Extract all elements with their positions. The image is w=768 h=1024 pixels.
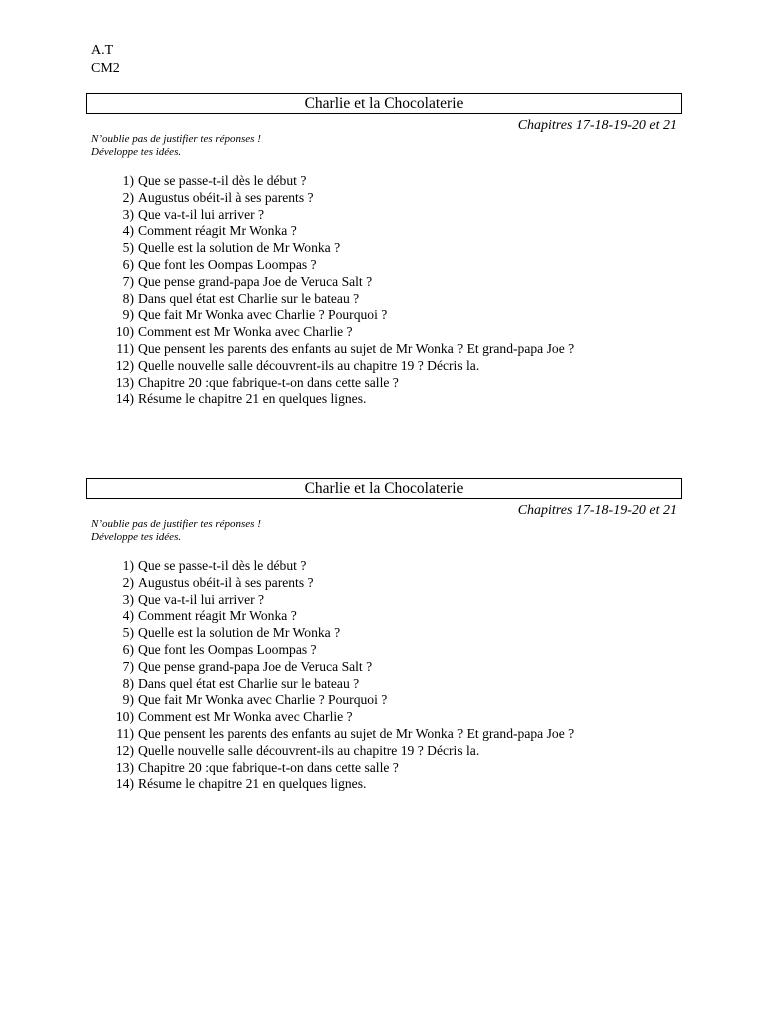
question-item [86, 592, 682, 609]
question-number: 7) [122, 658, 134, 674]
question-item [86, 642, 682, 659]
question-text: Comment réagit Mr Wonka ? [138, 223, 297, 239]
question-number: 14) [115, 391, 134, 407]
question-number: 14) [115, 776, 134, 792]
question-number: 12) [115, 357, 134, 373]
question-item [86, 692, 682, 709]
question-item [86, 173, 682, 190]
worksheet-title: Charlie et la Chocolaterie [86, 93, 682, 114]
question-text: Quelle est la solution de Mr Wonka ? [138, 625, 341, 641]
question-number: 3) [122, 206, 134, 222]
question-number: 5) [122, 240, 134, 256]
question-text: Comment réagit Mr Wonka ? [138, 608, 297, 624]
question-number: 5) [122, 625, 134, 641]
question-text: Que font les Oompas Loompas ? [138, 256, 317, 272]
question-item [86, 341, 682, 358]
question-number: 8) [122, 675, 134, 691]
question-list [86, 558, 682, 793]
question-number: 9) [122, 692, 134, 708]
class-level: CM2 [91, 61, 120, 76]
question-item [86, 257, 682, 274]
question-number: 4) [122, 223, 134, 239]
question-text: Comment est Mr Wonka avec Charlie ? [138, 709, 353, 725]
question-item [86, 760, 682, 777]
worksheet-title: Charlie et la Chocolaterie [86, 478, 682, 499]
question-number: 1) [122, 173, 134, 188]
worksheet [86, 478, 682, 793]
question-number: 1) [122, 558, 134, 573]
question-text: Quelle nouvelle salle découvrent-ils au chapitre 19 ? Décris la. [138, 357, 480, 373]
question-text: Que fait Mr Wonka avec Charlie ? Pourquoi ? [138, 692, 388, 708]
question-item [86, 291, 682, 308]
question-item [86, 274, 682, 291]
question-number: 2) [122, 189, 134, 205]
question-text: Que se passe-t-il dès le début ? [138, 173, 307, 188]
question-number: 2) [122, 574, 134, 590]
question-number: 6) [122, 641, 134, 657]
question-text: Que pensent les parents des enfants au sujet de Mr Wonka ? Et grand-papa Joe ? [138, 340, 575, 356]
question-text: Chapitre 20 :que fabrique-t-on dans cette salle ? [138, 374, 399, 390]
question-text: Que fait Mr Wonka avec Charlie ? Pourquoi ? [138, 307, 388, 323]
question-text: Que va-t-il lui arriver ? [138, 591, 265, 607]
question-item [86, 709, 682, 726]
chapters-label: Chapitres 17-18-19-20 et 21 [517, 503, 677, 518]
question-number: 9) [122, 307, 134, 323]
question-number: 4) [122, 608, 134, 624]
author-initials: A.T [91, 43, 114, 58]
question-item [86, 608, 682, 625]
instructions [86, 133, 682, 159]
worksheet [86, 93, 682, 408]
question-item [86, 776, 682, 793]
instruction-line: Développe tes idées. [91, 531, 182, 543]
question-text: Résume le chapitre 21 en quelques lignes. [138, 776, 367, 792]
question-item [86, 391, 682, 408]
question-text: Augustus obéit-il à ses parents ? [138, 574, 314, 590]
question-number: 10) [115, 709, 134, 725]
question-item [86, 358, 682, 375]
question-item [86, 676, 682, 693]
question-number: 8) [122, 290, 134, 306]
question-number: 11) [116, 340, 134, 356]
document-header [91, 42, 120, 78]
question-text: Que se passe-t-il dès le début ? [138, 558, 307, 573]
question-number: 7) [122, 273, 134, 289]
question-number: 6) [122, 256, 134, 272]
question-text: Dans quel état est Charlie sur le bateau ? [138, 290, 360, 306]
question-number: 13) [115, 374, 134, 390]
question-text: Que font les Oompas Loompas ? [138, 641, 317, 657]
question-list [86, 173, 682, 408]
question-text: Augustus obéit-il à ses parents ? [138, 189, 314, 205]
instruction-line: Développe tes idées. [91, 146, 182, 158]
question-text: Que va-t-il lui arriver ? [138, 206, 265, 222]
question-item [86, 307, 682, 324]
question-text: Quelle est la solution de Mr Wonka ? [138, 240, 341, 256]
question-number: 10) [115, 324, 134, 340]
question-item [86, 190, 682, 207]
question-item [86, 659, 682, 676]
question-text: Chapitre 20 :que fabrique-t-on dans cette salle ? [138, 759, 399, 775]
question-item [86, 240, 682, 257]
question-item [86, 558, 682, 575]
question-number: 11) [116, 725, 134, 741]
question-text: Résume le chapitre 21 en quelques lignes. [138, 391, 367, 407]
question-number: 13) [115, 759, 134, 775]
instruction-line: N’oublie pas de justifier tes réponses ! [91, 133, 261, 145]
chapters-label: Chapitres 17-18-19-20 et 21 [517, 118, 677, 133]
question-item [86, 726, 682, 743]
question-text: Que pensent les parents des enfants au sujet de Mr Wonka ? Et grand-papa Joe ? [138, 725, 575, 741]
question-text: Comment est Mr Wonka avec Charlie ? [138, 324, 353, 340]
question-item [86, 625, 682, 642]
question-text: Dans quel état est Charlie sur le bateau ? [138, 675, 360, 691]
question-item [86, 375, 682, 392]
question-number: 12) [115, 742, 134, 758]
question-item [86, 207, 682, 224]
question-number: 3) [122, 591, 134, 607]
instruction-line: N’oublie pas de justifier tes réponses ! [91, 518, 261, 530]
question-item [86, 575, 682, 592]
question-item [86, 743, 682, 760]
question-text: Que pense grand-papa Joe de Veruca Salt ? [138, 658, 373, 674]
question-text: Que pense grand-papa Joe de Veruca Salt ? [138, 273, 373, 289]
question-text: Quelle nouvelle salle découvrent-ils au chapitre 19 ? Décris la. [138, 742, 480, 758]
question-item [86, 223, 682, 240]
question-item [86, 324, 682, 341]
instructions [86, 518, 682, 544]
